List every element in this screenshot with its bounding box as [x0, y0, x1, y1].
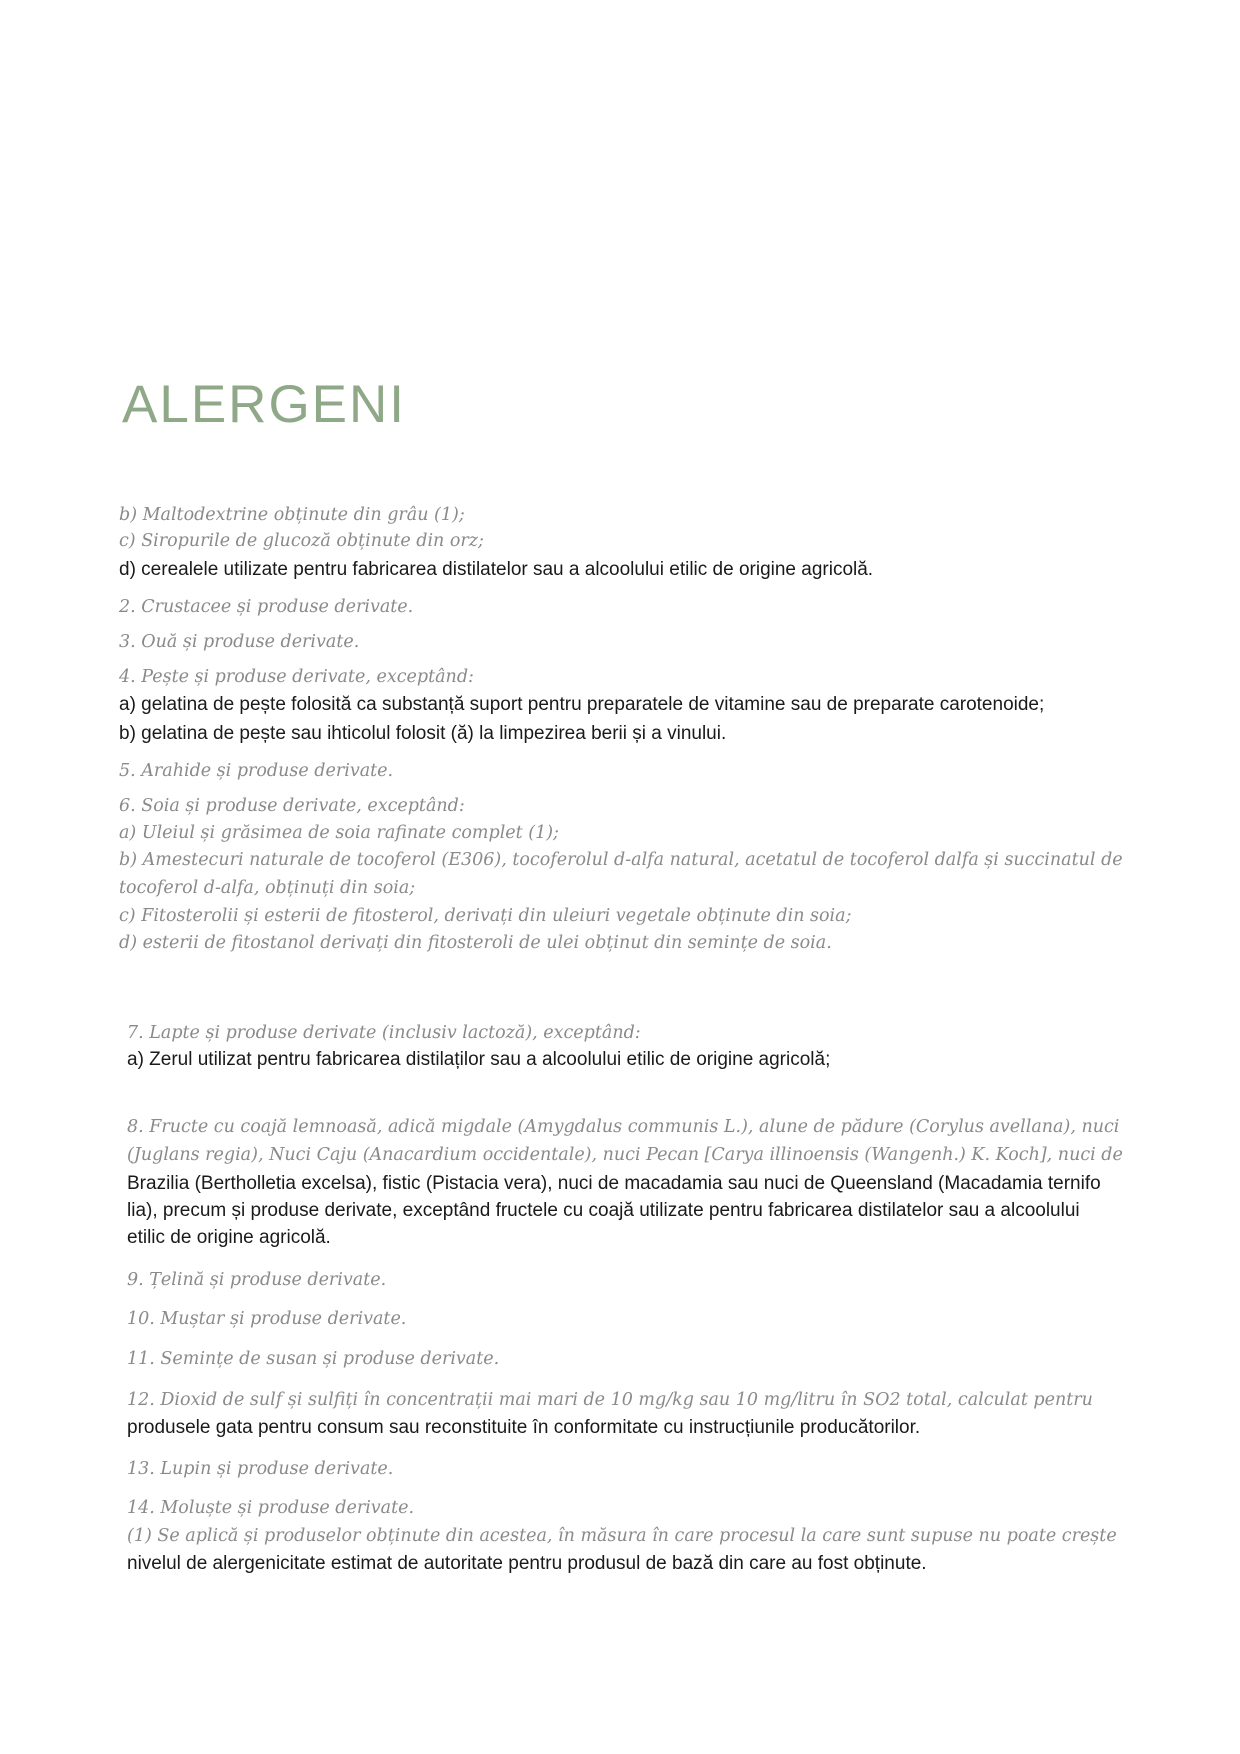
text-line: 3. Ouă și produse derivate.	[119, 632, 360, 652]
text-line: 11. Semințe de susan și produse derivate.	[127, 1349, 500, 1369]
text-line: Brazilia (Bertholletia excelsa), fistic (Pistacia vera), nuci de macadamia sau nuci de Queensland (Macadamia ternifo	[127, 1173, 1101, 1194]
text-line: produsele gata pentru consum sau reconstituite în conformitate cu instrucțiunile producătorilor.	[127, 1417, 921, 1438]
text-line: 2. Crustacee și produse derivate.	[119, 597, 414, 617]
text-line: d) esterii de fitostanol derivați din fitosteroli de ulei obținut din semințe de soia.	[119, 933, 832, 953]
text-line: 14. Moluște și produse derivate.	[127, 1498, 415, 1518]
text-line: 10. Muștar și produse derivate.	[127, 1309, 407, 1329]
text-line: etilic de origine agricolă.	[127, 1227, 331, 1248]
text-line: 9. Țelină și produse derivate.	[127, 1270, 387, 1290]
text-line: a) gelatina de pește folosită ca substanță suport pentru preparatele de vitamine sau de preparate carotenoide;	[119, 694, 1045, 715]
text-line: c) Siropurile de glucoză obținute din orz;	[119, 531, 484, 551]
text-line: c) Fitosterolii și esterii de fitosterol, derivați din uleiuri vegetale obținute din soia;	[119, 906, 852, 926]
text-line: 7. Lapte și produse derivate (inclusiv lactoză), exceptând:	[127, 1023, 641, 1043]
text-line: (Juglans regia), Nuci Caju (Anacardium occidentale), nuci Pecan [Carya illinoensis (Wangenh.) K. Koch], nuci de	[127, 1145, 1123, 1165]
text-line: lia), precum și produse derivate, exceptând fructele cu coajă utilizate pentru fabricarea distilatelor sau a alcoolului	[127, 1200, 1080, 1221]
text-line: a) Zerul utilizat pentru fabricarea distilaților sau a alcoolului etilic de origine agricolă;	[127, 1049, 831, 1070]
text-line: nivelul de alergenicitate estimat de autoritate pentru produsul de bază din care au fost obținute.	[127, 1553, 927, 1574]
text-line: 8. Fructe cu coajă lemnoasă, adică migdale (Amygdalus communis L.), alune de pădure (Corylus avellana), nuci	[127, 1117, 1120, 1137]
page-title: ALERGENI	[122, 375, 407, 434]
text-line: a) Uleiul și grăsimea de soia rafinate complet (1);	[119, 823, 559, 843]
text-line: b) gelatina de pește sau ihticolul folosit (ă) la limpezirea berii și a vinului.	[119, 723, 727, 744]
text-line: 6. Soia și produse derivate, exceptând:	[119, 796, 465, 816]
text-line: 5. Arahide și produse derivate.	[119, 761, 394, 781]
text-line: tocoferol d-alfa, obținuți din soia;	[119, 878, 416, 898]
text-line: (1) Se aplică și produselor obținute din acestea, în măsura în care procesul la care sunt supuse nu poate crește	[127, 1526, 1117, 1546]
text-line: 13. Lupin și produse derivate.	[127, 1459, 394, 1479]
text-line: 12. Dioxid de sulf și sulfiți în concentrații mai mari de 10 mg/kg sau 10 mg/litru în SO2 total, calculat pentru	[127, 1390, 1093, 1410]
text-line: 4. Pește și produse derivate, exceptând:	[119, 667, 474, 687]
text-line: d) cerealele utilizate pentru fabricarea distilatelor sau a alcoolului etilic de origine agricolă.	[119, 559, 874, 580]
text-line: b) Amestecuri naturale de tocoferol (E306), tocoferolul d-alfa natural, acetatul de tocoferol dalfa și succinatul de	[119, 850, 1123, 870]
text-line: b) Maltodextrine obținute din grâu (1);	[119, 505, 465, 525]
